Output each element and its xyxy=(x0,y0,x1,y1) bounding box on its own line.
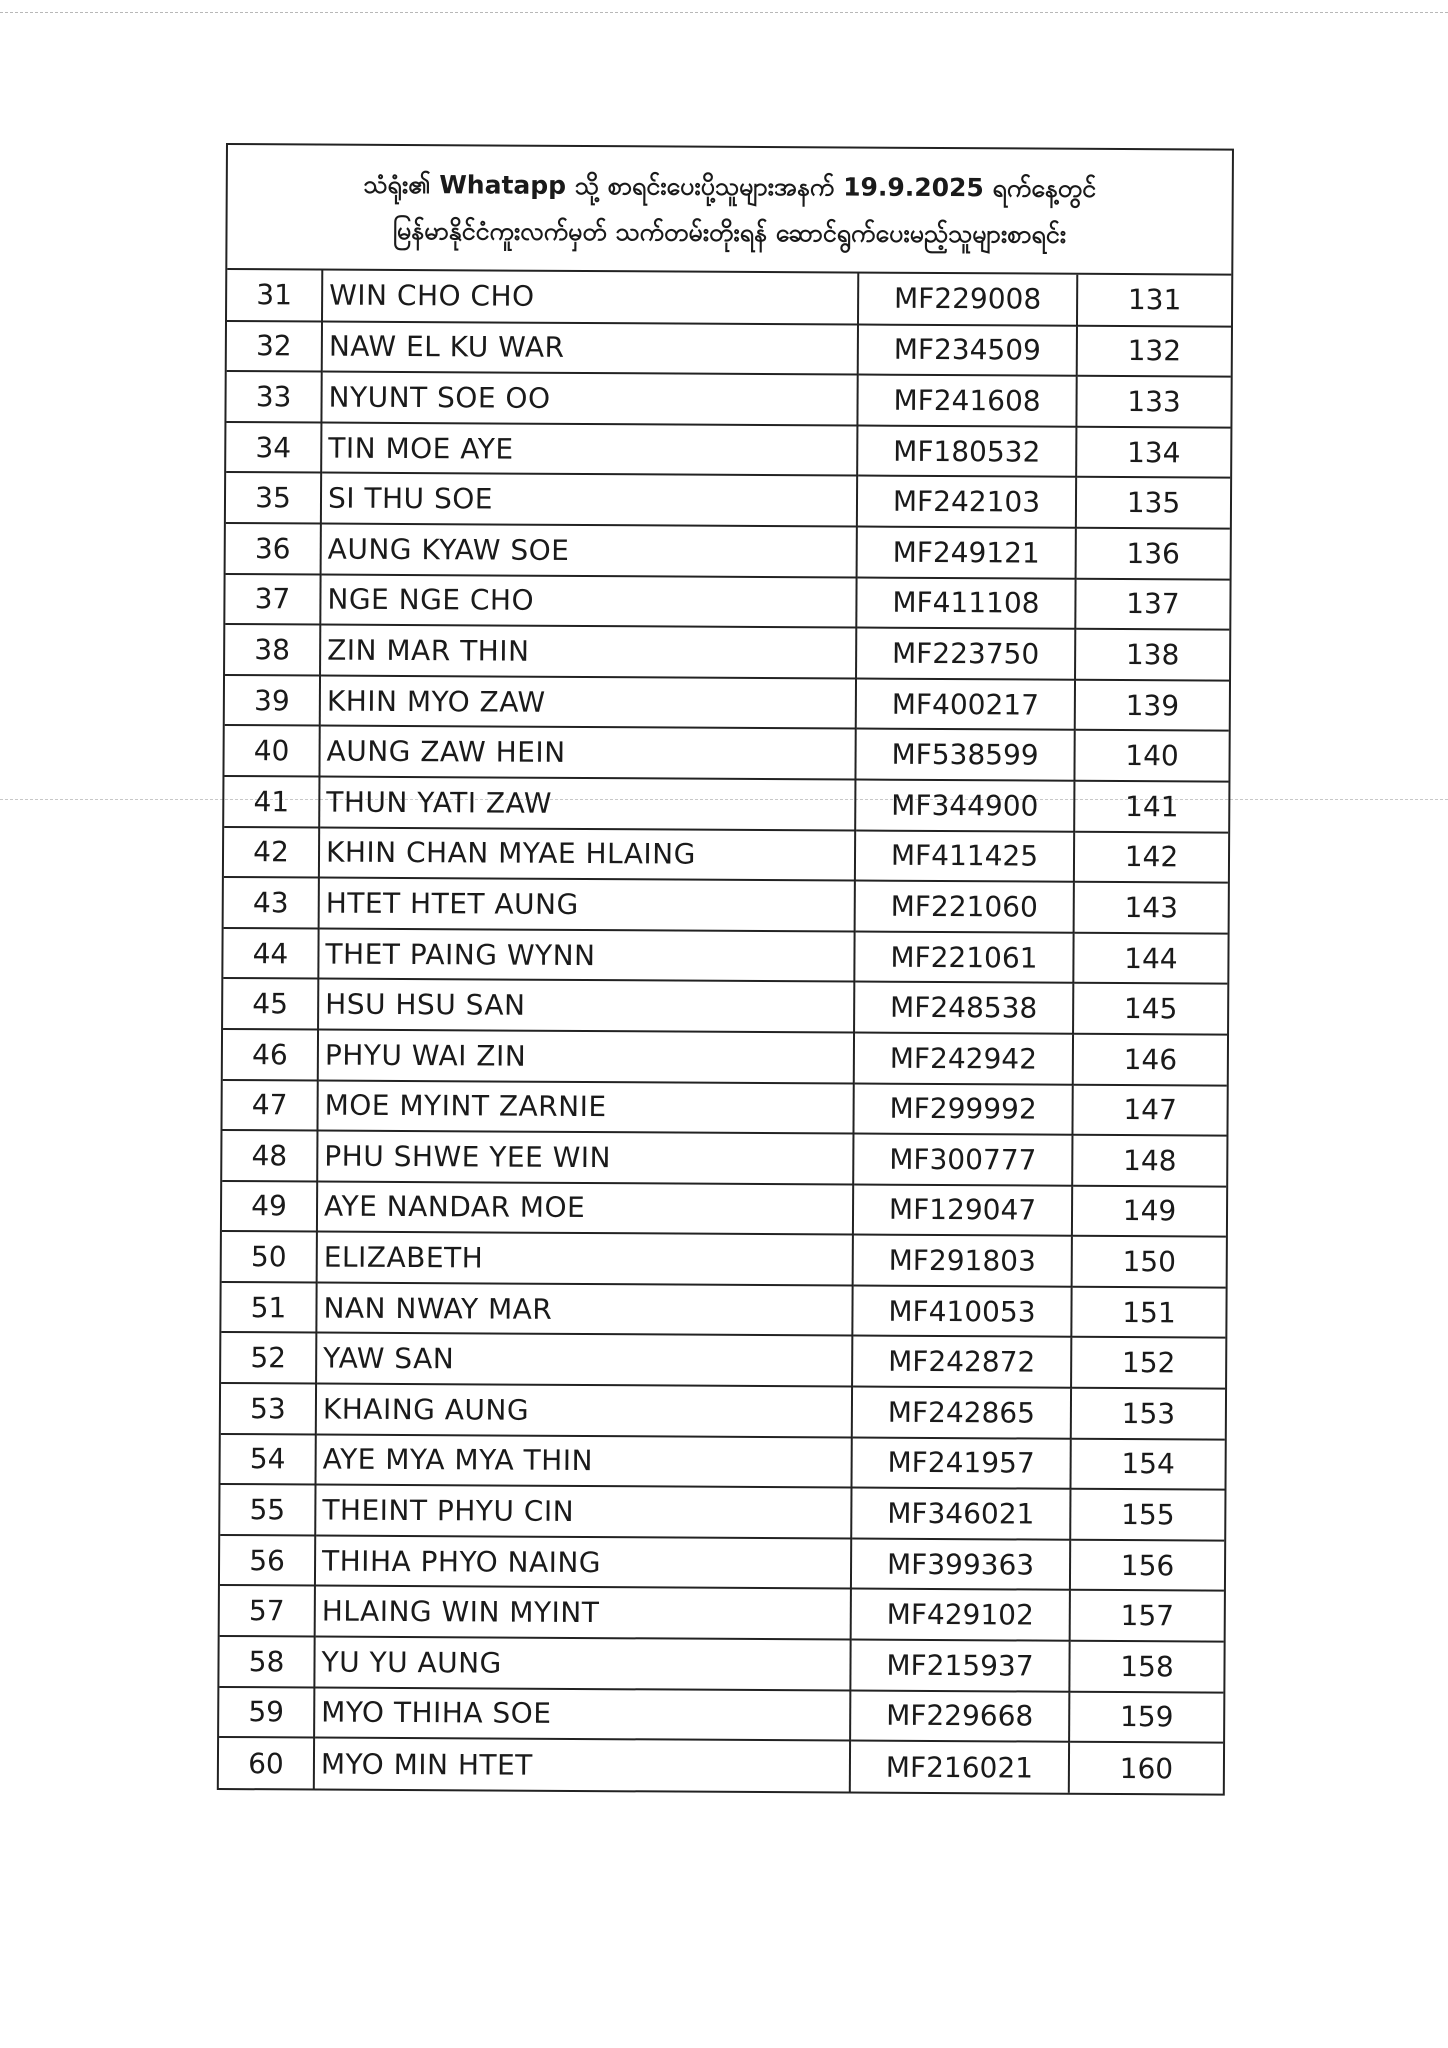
row-number: 49 xyxy=(222,1181,317,1232)
sequence-number: 142 xyxy=(1074,831,1228,882)
passport-number: MF221060 xyxy=(855,881,1074,933)
person-name: THEINT PHYU CIN xyxy=(315,1485,851,1539)
row-number: 31 xyxy=(227,270,322,321)
passport-number: MF399363 xyxy=(851,1538,1070,1590)
row-number: 44 xyxy=(223,928,318,979)
person-name: WIN CHO CHO xyxy=(322,271,858,325)
passport-number: MF242872 xyxy=(852,1336,1071,1388)
row-number: 55 xyxy=(220,1484,315,1535)
sequence-number: 159 xyxy=(1069,1691,1223,1742)
table-row xyxy=(219,1687,1223,1743)
person-name: THET PAING WYNN xyxy=(318,928,854,982)
row-number: 38 xyxy=(225,624,320,675)
person-name: PHU SHWE YEE WIN xyxy=(317,1131,853,1185)
passport-number: MF538599 xyxy=(855,729,1074,781)
sequence-number: 151 xyxy=(1071,1287,1225,1338)
passport-number: MF241957 xyxy=(851,1437,1070,1489)
sequence-number: 146 xyxy=(1073,1034,1227,1085)
table-row xyxy=(226,422,1230,478)
passport-number: MF411425 xyxy=(855,830,1074,882)
scan-edge-line xyxy=(0,12,1448,13)
table-row xyxy=(226,523,1230,579)
sequence-number: 133 xyxy=(1076,376,1230,427)
table-row xyxy=(224,877,1228,933)
row-number: 35 xyxy=(226,472,321,523)
table-row xyxy=(220,1535,1224,1591)
row-number: 54 xyxy=(221,1434,316,1485)
passport-number: MF242942 xyxy=(854,1032,1073,1084)
row-number: 52 xyxy=(221,1332,316,1383)
roster-body xyxy=(219,270,1231,1793)
person-name: YAW SAN xyxy=(316,1333,852,1387)
sequence-number: 144 xyxy=(1073,932,1227,983)
table-row xyxy=(222,1079,1226,1135)
table-row xyxy=(226,371,1230,427)
sequence-number: 150 xyxy=(1072,1236,1226,1287)
person-name: MYO MIN HTET xyxy=(314,1738,850,1792)
passport-number: MF216021 xyxy=(850,1741,1069,1793)
table-row xyxy=(220,1585,1224,1641)
table-row xyxy=(227,321,1231,377)
table-row xyxy=(219,1636,1223,1692)
row-number: 48 xyxy=(222,1130,317,1181)
table-row xyxy=(224,776,1228,832)
passport-renewal-list xyxy=(217,143,1234,1795)
row-number: 40 xyxy=(224,725,319,776)
table-row xyxy=(222,1231,1226,1287)
sequence-number: 137 xyxy=(1075,578,1229,629)
passport-number: MF223750 xyxy=(856,628,1075,680)
table-row xyxy=(223,928,1227,984)
person-name: NGE NGE CHO xyxy=(320,574,856,628)
row-number: 46 xyxy=(223,1029,318,1080)
table-row xyxy=(221,1282,1225,1338)
person-name: AYE NANDAR MOE xyxy=(317,1181,853,1235)
sequence-number: 153 xyxy=(1071,1388,1225,1439)
passport-number: MF215937 xyxy=(850,1640,1069,1692)
table-row xyxy=(220,1484,1224,1540)
passport-number: MF300777 xyxy=(853,1134,1072,1186)
person-name: ZIN MAR THIN xyxy=(320,625,856,679)
table-row xyxy=(224,827,1228,883)
person-name: PHYU WAI ZIN xyxy=(318,1029,854,1083)
row-number: 57 xyxy=(220,1585,315,1636)
row-number: 45 xyxy=(223,978,318,1029)
row-number: 47 xyxy=(222,1079,317,1130)
table-row xyxy=(223,1029,1227,1085)
sequence-number: 156 xyxy=(1070,1540,1224,1591)
person-name: THIHA PHYO NAING xyxy=(315,1535,851,1589)
sequence-number: 134 xyxy=(1076,427,1230,478)
table-row xyxy=(221,1383,1225,1439)
passport-number: MF234509 xyxy=(858,324,1077,376)
row-number: 33 xyxy=(226,371,321,422)
person-name: NAN NWAY MAR xyxy=(316,1282,852,1336)
person-name: KHAING AUNG xyxy=(316,1384,852,1438)
person-name: NAW EL KU WAR xyxy=(322,321,858,375)
person-name: ELIZABETH xyxy=(317,1232,853,1286)
row-number: 41 xyxy=(224,776,319,827)
table-row xyxy=(221,1332,1225,1388)
passport-number: MF400217 xyxy=(856,678,1075,730)
table-row xyxy=(225,675,1229,731)
sequence-number: 148 xyxy=(1072,1135,1226,1186)
row-number: 51 xyxy=(221,1282,316,1333)
passport-number: MF291803 xyxy=(853,1235,1072,1287)
sequence-number: 131 xyxy=(1077,275,1231,326)
passport-number: MF411108 xyxy=(856,577,1075,629)
person-name: HSU HSU SAN xyxy=(318,979,854,1033)
row-number: 36 xyxy=(226,523,321,574)
row-number: 50 xyxy=(222,1231,317,1282)
person-name: TIN MOE AYE xyxy=(321,422,857,476)
passport-number: MF241608 xyxy=(857,375,1076,427)
sequence-number: 143 xyxy=(1074,882,1228,933)
passport-number: MF248538 xyxy=(854,982,1073,1034)
table-row xyxy=(224,725,1228,781)
header-line-2: မြန်မာနိုင်ငံကူးလက်မှတ် သက်တမ်းတိုးရန် ဆောင်ရွက်ပေးမည့်သူများစာရင်း xyxy=(392,215,1067,249)
person-name: AUNG ZAW HEIN xyxy=(319,726,855,780)
row-number: 43 xyxy=(224,877,319,928)
table-row xyxy=(226,472,1230,528)
table-row xyxy=(222,1130,1226,1186)
row-number: 56 xyxy=(220,1535,315,1586)
passport-number: MF221061 xyxy=(854,931,1073,983)
sequence-number: 158 xyxy=(1069,1641,1223,1692)
list-header xyxy=(227,145,1232,276)
passport-number: MF299992 xyxy=(853,1083,1072,1135)
sequence-number: 132 xyxy=(1077,325,1231,376)
passport-number: MF129047 xyxy=(853,1184,1072,1236)
sequence-number: 160 xyxy=(1069,1742,1223,1793)
table-row xyxy=(222,1181,1226,1237)
sequence-number: 136 xyxy=(1076,528,1230,579)
sequence-number: 147 xyxy=(1072,1084,1226,1135)
passport-number: MF229008 xyxy=(858,274,1077,326)
person-name: MOE MYINT ZARNIE xyxy=(317,1080,853,1134)
sequence-number: 141 xyxy=(1074,781,1228,832)
person-name: AYE MYA MYA THIN xyxy=(316,1434,852,1488)
passport-number: MF249121 xyxy=(857,526,1076,578)
roster-table xyxy=(219,270,1231,1793)
row-number: 42 xyxy=(224,827,319,878)
passport-number: MF229668 xyxy=(850,1690,1069,1742)
row-number: 59 xyxy=(219,1687,314,1738)
person-name: HTET HTET AUNG xyxy=(319,878,855,932)
sequence-number: 139 xyxy=(1075,680,1229,731)
header-line-1: သံရုံး၏ Whatapp သို့ စာရင်းပေးပို့သူများအနက် 19.9.2025 ရက်နေ့တွင် xyxy=(363,169,1097,203)
row-number: 58 xyxy=(219,1636,314,1687)
row-number: 32 xyxy=(227,321,322,372)
person-name: SI THU SOE xyxy=(321,473,857,527)
passport-number: MF344900 xyxy=(855,779,1074,831)
table-row xyxy=(219,1737,1223,1793)
sequence-number: 152 xyxy=(1071,1337,1225,1388)
row-number: 34 xyxy=(226,422,321,473)
sequence-number: 145 xyxy=(1073,983,1227,1034)
passport-number: MF410053 xyxy=(852,1285,1071,1337)
sequence-number: 149 xyxy=(1072,1185,1226,1236)
sequence-number: 154 xyxy=(1070,1438,1224,1489)
person-name: YU YU AUNG xyxy=(314,1637,850,1691)
sequence-number: 135 xyxy=(1076,477,1230,528)
passport-number: MF429102 xyxy=(851,1589,1070,1641)
passport-number: MF346021 xyxy=(851,1488,1070,1540)
passport-number: MF180532 xyxy=(857,425,1076,477)
person-name: THUN YATI ZAW xyxy=(319,776,855,830)
table-row xyxy=(221,1434,1225,1490)
sequence-number: 140 xyxy=(1074,730,1228,781)
sequence-number: 155 xyxy=(1070,1489,1224,1540)
person-name: KHIN MYO ZAW xyxy=(320,675,856,729)
person-name: HLAING WIN MYINT xyxy=(315,1586,851,1640)
person-name: NYUNT SOE OO xyxy=(321,372,857,426)
table-row xyxy=(227,270,1231,326)
row-number: 39 xyxy=(225,675,320,726)
person-name: MYO THIHA SOE xyxy=(314,1687,850,1741)
table-row xyxy=(223,978,1227,1034)
person-name: AUNG KYAW SOE xyxy=(321,524,857,578)
row-number: 37 xyxy=(225,574,320,625)
sequence-number: 138 xyxy=(1075,629,1229,680)
passport-number: MF242103 xyxy=(857,476,1076,528)
person-name: KHIN CHAN MYAE HLAING xyxy=(319,827,855,881)
table-row xyxy=(225,574,1229,630)
sequence-number: 157 xyxy=(1070,1590,1224,1641)
row-number: 53 xyxy=(221,1383,316,1434)
row-number: 60 xyxy=(219,1737,314,1788)
passport-number: MF242865 xyxy=(852,1387,1071,1439)
table-row xyxy=(225,624,1229,680)
